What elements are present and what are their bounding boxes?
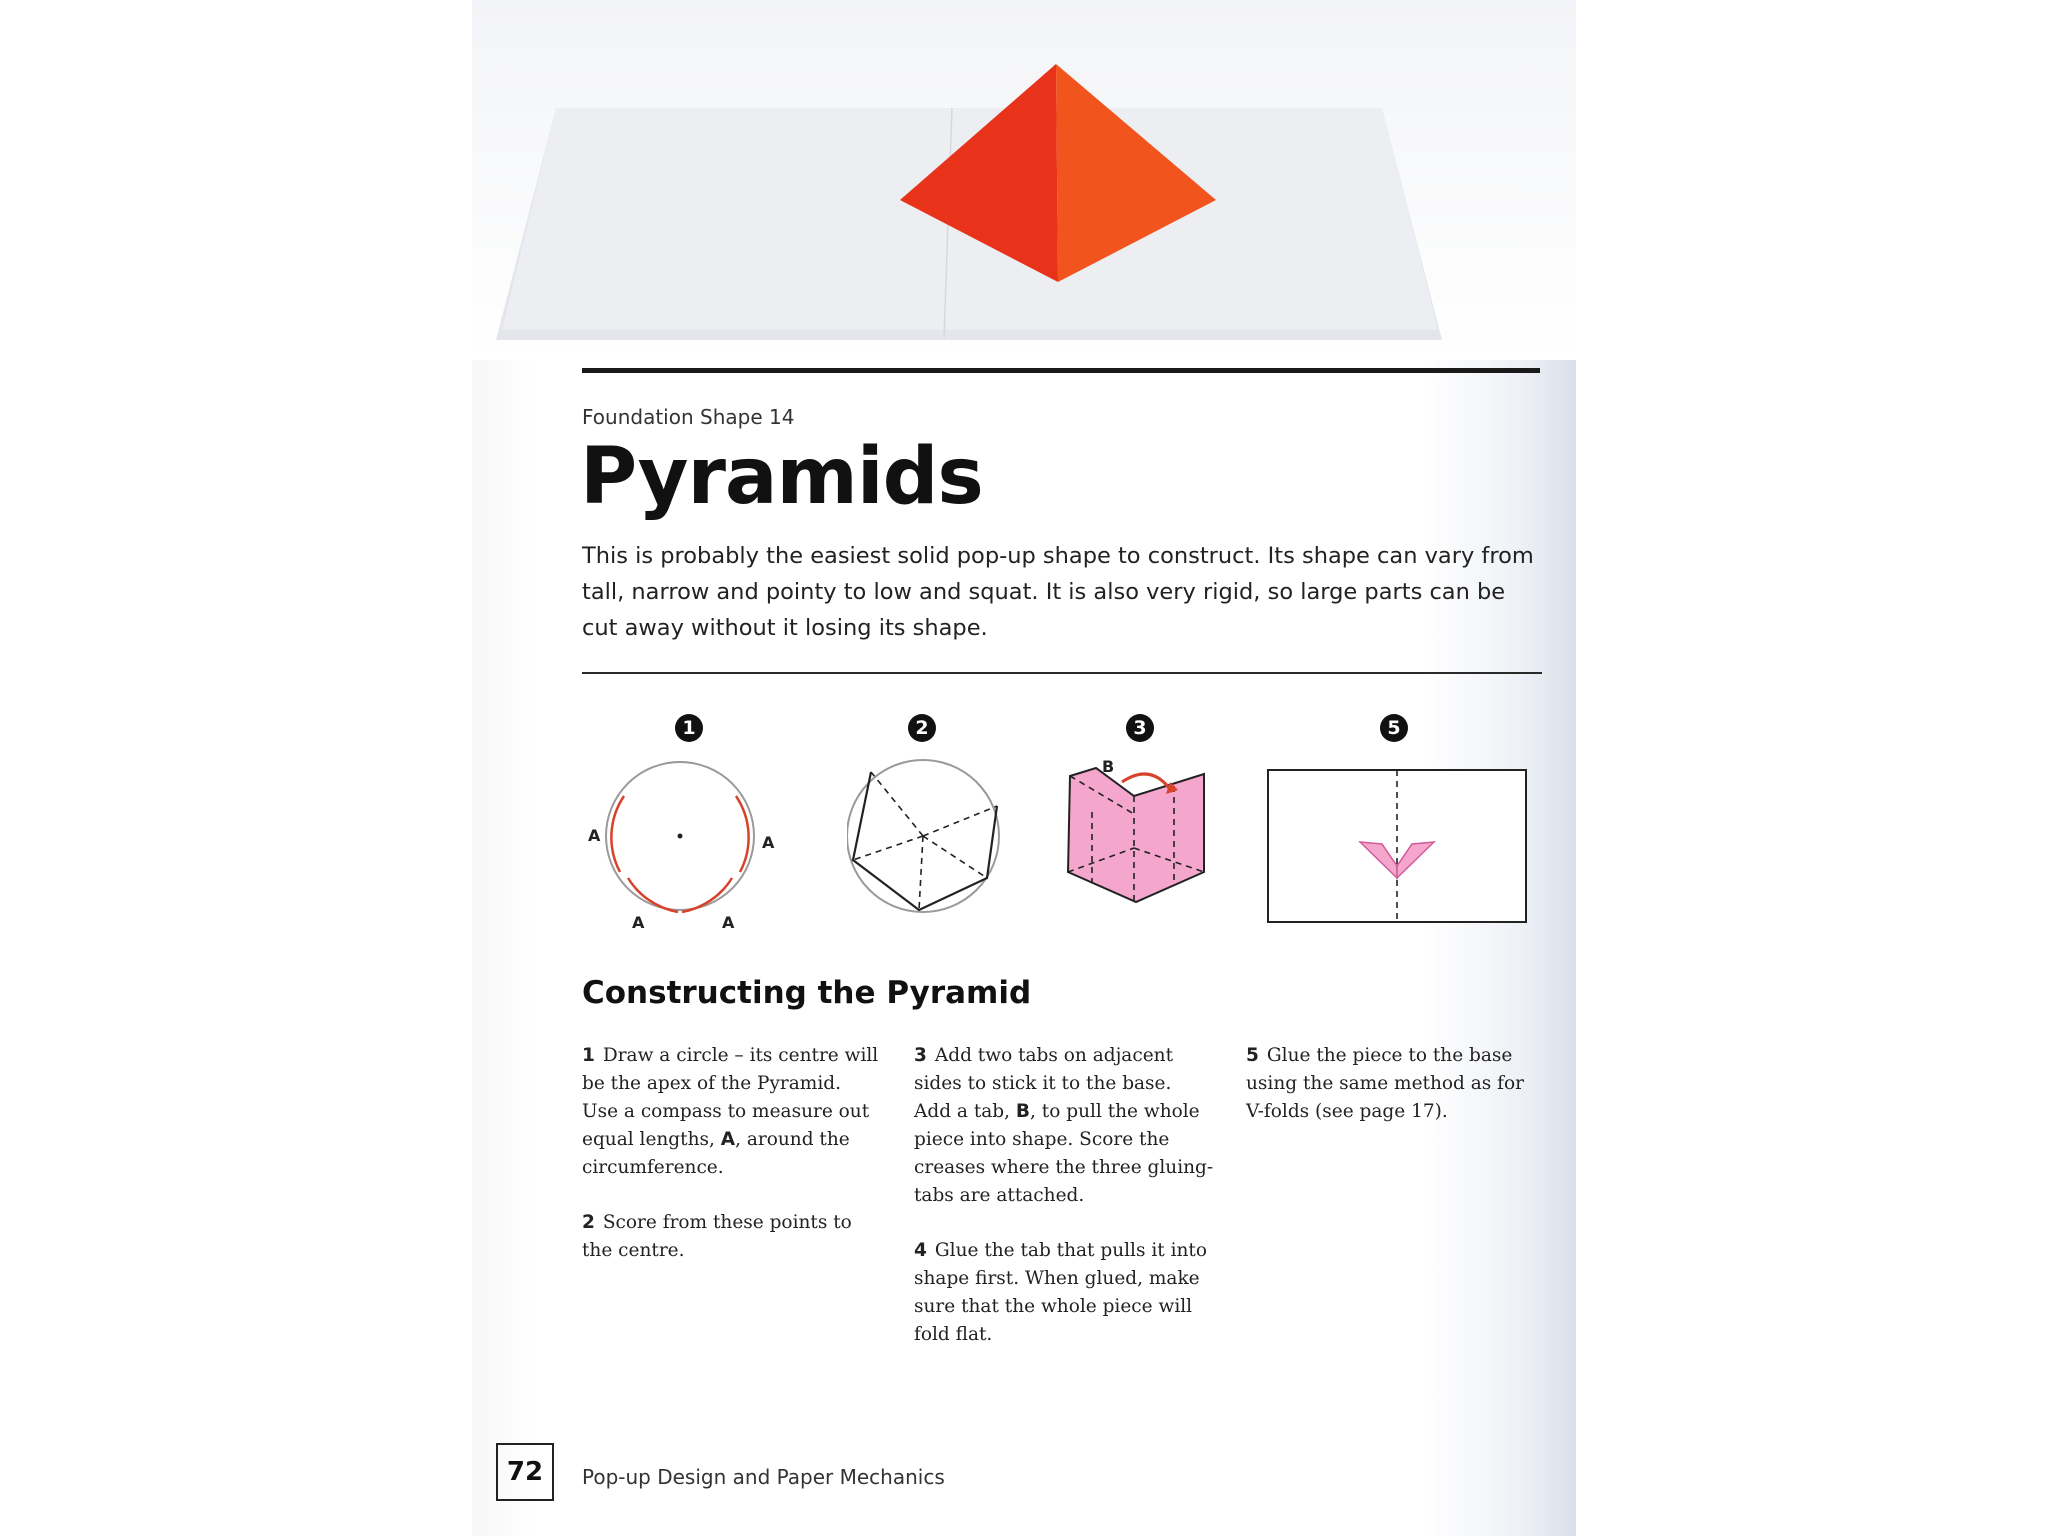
instruction-step-5: 5 Glue the piece to the base using the same method as for V-folds (see page 17). (1246, 1045, 1524, 1122)
label-a: A (762, 833, 775, 852)
instructions-column-1 (582, 1042, 882, 1292)
label-a: A (632, 913, 645, 932)
instruction-step-1: 1 Draw a circle – its centre will be the apex of the Pyramid. Use a compass to measure out equal lengths, A, around the circumference. (582, 1045, 879, 1178)
step-number-1: 1 (675, 714, 703, 742)
step-number-2: 2 (908, 714, 936, 742)
diagram-step-1 (580, 752, 780, 942)
instruction-step-2: 2 Score from these points to the centre. (582, 1212, 852, 1261)
instruction-step-3: 3 Add two tabs on adjacent sides to stick it to the base. Add a tab, B, to pull the whole piece into shape. Score the creases where the three gluing-tabs are attached. (914, 1045, 1214, 1206)
step-number-5: 5 (1380, 714, 1408, 742)
instruction-step-4: 4 Glue the tab that pulls it into shape first. When glued, make sure that the whole piece will fold flat. (914, 1240, 1207, 1345)
book-title-footer: Pop-up Design and Paper Mechanics (582, 1465, 945, 1489)
pink-net (1068, 768, 1204, 902)
section-rule (582, 672, 1542, 674)
section-subheading: Constructing the Pyramid (582, 975, 1032, 1011)
diagram-step-2 (847, 752, 1007, 922)
section-kicker: Foundation Shape 14 (582, 405, 795, 429)
page-title: Pyramids (580, 432, 983, 522)
pyramid-photo (472, 0, 1576, 360)
book-page (472, 0, 1576, 1536)
instructions-column-2 (914, 1042, 1214, 1376)
page-number: 72 (496, 1443, 554, 1501)
step-number-3: 3 (1126, 714, 1154, 742)
label-a: A (588, 826, 601, 845)
diagram-step-3 (1062, 752, 1222, 912)
label-b: B (1102, 757, 1115, 776)
intro-paragraph: This is probably the easiest solid pop-up shape to construct. Its shape can vary from tall, narrow and pointy to low and squat. It is also very rigid, so large parts can be cut away without it losing its shape. (582, 543, 1534, 641)
instructions-column-3 (1246, 1042, 1546, 1153)
diagram-step-5 (1266, 768, 1530, 928)
top-rule (582, 368, 1540, 373)
label-a: A (722, 913, 735, 932)
